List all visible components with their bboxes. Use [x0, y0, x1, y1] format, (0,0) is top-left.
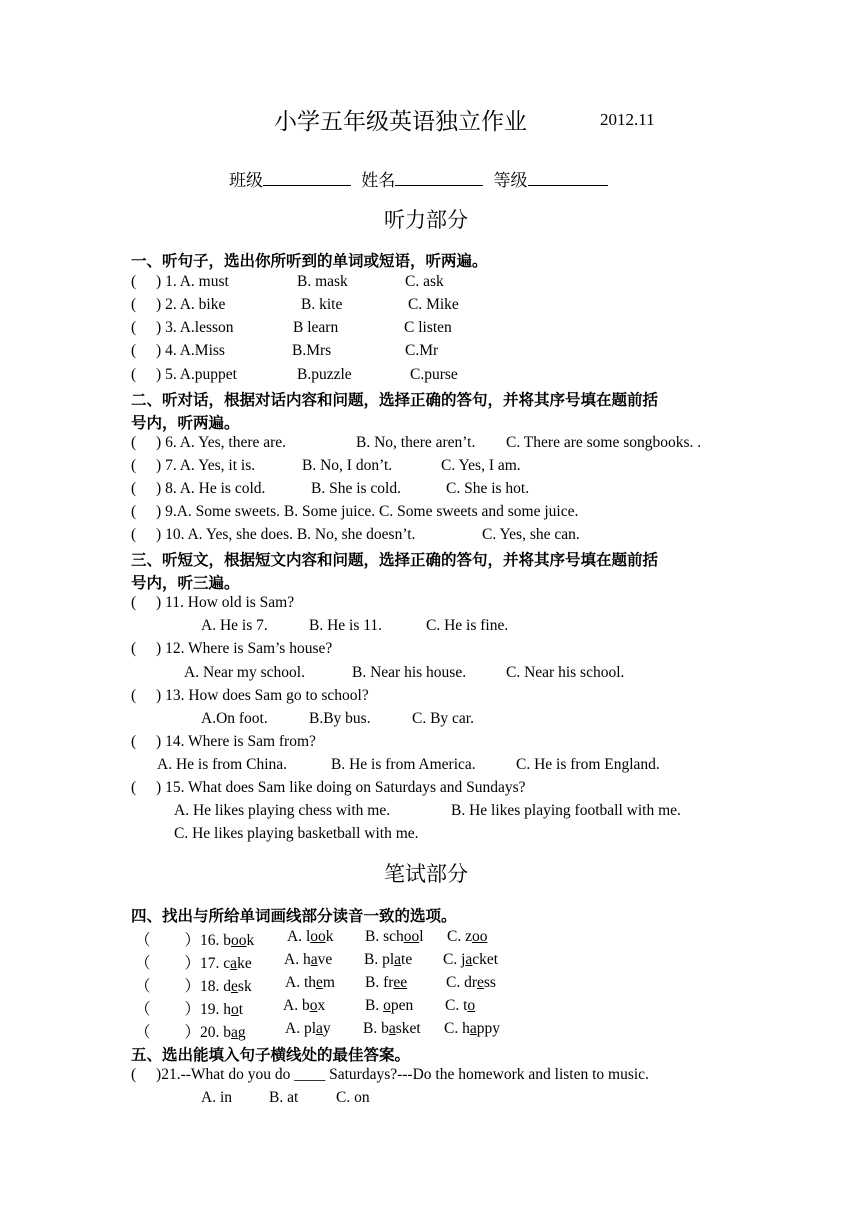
q8-c: C. She is hot.	[446, 480, 530, 497]
q2-a: ) 2. A. bike	[156, 296, 226, 313]
q16-b	[365, 928, 424, 946]
q18-b-pre: B. fr	[365, 974, 394, 991]
q20-c-under: a	[469, 1020, 477, 1037]
q12-text: ) 12. Where is Sam’s house?	[156, 640, 333, 657]
question-13: ( ) 13. How does Sam go to school?	[131, 687, 369, 704]
q11-a: A. He is 7.	[201, 617, 268, 634]
q11-text: ) 11. How old is Sam?	[156, 594, 295, 611]
q18-num: ）18.	[184, 978, 220, 995]
q17-c-under: a	[465, 951, 473, 968]
q16-c	[447, 928, 487, 946]
q20-b-pre: B. b	[363, 1020, 389, 1037]
q11-c: C. He is fine.	[426, 617, 509, 634]
q18-c-under: e	[477, 974, 484, 991]
q20-a-pre: A. pl	[285, 1020, 316, 1037]
q19-b-pre: B.	[365, 997, 384, 1014]
q18-a-post: m	[322, 974, 335, 991]
q20-a	[285, 1020, 331, 1038]
q10-ab: ) 10. A. Yes, she does. B. No, she doesn’t.	[156, 526, 416, 543]
q13-b: B.By bus.	[309, 710, 371, 727]
q18-c	[446, 974, 496, 992]
question-1: ( ) 1. A. must	[131, 273, 229, 290]
q7-a: ) 7. A. Yes, it is.	[156, 457, 256, 474]
q6-a: ) 6. A. Yes, there are.	[156, 434, 287, 451]
q18-c-pre: C. dr	[446, 974, 477, 991]
q12-a: A. Near my school.	[184, 664, 305, 681]
q19-num: ）19.	[184, 1001, 220, 1018]
question-2: ( ) 2. A. bike	[131, 296, 226, 313]
q8-b: B. She is cold.	[311, 480, 401, 497]
q10-c: C. Yes, she can.	[482, 526, 580, 543]
question-7: ( ) 7. A. Yes, it is.	[131, 457, 256, 474]
grade-blank[interactable]	[528, 169, 608, 186]
q13-text: ) 13. How does Sam go to school?	[156, 687, 369, 704]
q16-a-post: k	[325, 928, 334, 945]
student-info	[229, 166, 608, 191]
part4-heading: 四、找出与所给单词画线部分读音一致的选项。	[131, 907, 457, 925]
question-20: （ ）20. bag	[135, 1024, 246, 1041]
q19-b-under: o	[383, 997, 391, 1014]
q21-c: C. on	[336, 1089, 370, 1106]
q17-word-post: ke	[237, 955, 252, 972]
q15-text: ) 15. What does Sam like doing on Saturdays and Sundays?	[156, 779, 526, 796]
name-label: 姓名	[361, 171, 396, 190]
q16-c-under: oo	[471, 928, 488, 945]
q19-a-post: x	[317, 997, 326, 1014]
part1-heading: 一、听句子，选出你所听到的单词或短语，听两遍。	[131, 252, 488, 270]
q20-word-post: g	[237, 1024, 246, 1041]
grade-label: 等级	[493, 171, 528, 190]
question-9: ( ) 9.A. Some sweets. B. Some juice. C. Some sweets and some juice.	[131, 503, 579, 520]
q19-a-under: o	[309, 997, 318, 1014]
question-6: ( ) 6. A. Yes, there are.	[131, 434, 287, 451]
q14-text: ) 14. Where is Sam from?	[156, 733, 316, 750]
q18-c-post: ss	[483, 974, 496, 991]
q18-b	[365, 974, 407, 992]
q18-b-under: ee	[393, 974, 408, 991]
q15-c: C. He likes playing basketball with me.	[174, 825, 419, 842]
q7-c: C. Yes, I am.	[441, 457, 521, 474]
question-21: ( )21.--What do you do ____ Saturdays?---Do the homework and listen to music.	[131, 1066, 649, 1083]
page-title: 小学五年级英语独立作业	[274, 109, 527, 134]
q20-b-under: a	[388, 1020, 396, 1037]
q20-c	[444, 1020, 500, 1038]
q17-a-under: a	[310, 951, 318, 968]
q16-b-under: oo	[403, 928, 420, 945]
q16-b-post: l	[419, 928, 424, 945]
q17-c-pre: C. j	[443, 951, 466, 968]
q18-a-under: e	[316, 974, 323, 991]
q15-a: A. He likes playing chess with me.	[174, 802, 391, 819]
q16-a	[287, 928, 334, 946]
date: 2012.11	[600, 110, 655, 129]
q3-a: ) 3. A.lesson	[156, 319, 234, 336]
q6-b: B. No, there aren’t.	[356, 434, 476, 451]
q16-word-pre: b	[223, 932, 232, 949]
section-written-title: 笔试部分	[384, 862, 468, 886]
q16-word-post: k	[246, 932, 255, 949]
q16-b-pre: B. sch	[365, 928, 404, 945]
q17-c	[443, 951, 498, 969]
q2-b: B. kite	[301, 296, 343, 313]
q1-c: C. ask	[405, 273, 444, 290]
q11-b: B. He is 11.	[309, 617, 383, 634]
question-16: （ ）16. book	[135, 932, 255, 949]
q21-b: B. at	[269, 1089, 299, 1106]
question-10: ( ) 10. A. Yes, she does. B. No, she doesn’t.	[131, 526, 416, 543]
question-18: （ ）18. desk	[135, 978, 252, 995]
q20-b	[363, 1020, 421, 1038]
q19-word-post: t	[238, 1001, 244, 1018]
part2-heading-line1: 二、听对话，根据对话内容和问题，选择正确的答句，并将其序号填在题前括	[131, 391, 659, 409]
q14-a: A. He is from China.	[157, 756, 288, 773]
part3-heading-line1: 三、听短文，根据短文内容和问题，选择正确的答句，并将其序号填在题前括	[131, 551, 659, 569]
q16-a-pre: A. l	[287, 928, 311, 945]
q8-a: ) 8. A. He is cold.	[156, 480, 266, 497]
q19-a-pre: A. b	[283, 997, 310, 1014]
q19-b	[365, 997, 413, 1015]
question-19: （ ）19. hot	[135, 1001, 244, 1018]
q17-num: ）17.	[184, 955, 220, 972]
q18-a	[285, 974, 335, 992]
question-5: ( ) 5. A.puppet	[131, 366, 237, 383]
q19-a	[283, 997, 325, 1015]
q4-a: ) 4. A.Miss	[156, 342, 225, 359]
q5-a: ) 5. A.puppet	[156, 366, 237, 383]
q18-word-post: sk	[237, 978, 252, 995]
q19-c-under: o	[467, 997, 476, 1014]
q12-b: B. Near his house.	[352, 664, 467, 681]
q20-c-pre: C. h	[444, 1020, 470, 1037]
q7-b: B. No, I don’t.	[302, 457, 393, 474]
q1-a: ) 1. A. must	[156, 273, 229, 290]
q20-a-post: y	[322, 1020, 331, 1037]
q17-b-under: a	[394, 951, 402, 968]
q17-a	[284, 951, 332, 969]
q20-a-under: a	[316, 1020, 323, 1037]
q16-a-under: oo	[310, 928, 326, 945]
q13-a: A.On foot.	[201, 710, 268, 727]
q9-text: ) 9.A. Some sweets. B. Some juice. C. Some sweets and some juice.	[156, 503, 579, 520]
question-12: ( ) 12. Where is Sam’s house?	[131, 640, 333, 657]
class-label: 班级	[229, 171, 263, 190]
q16-num: ）16.	[184, 932, 220, 949]
q17-c-post: cket	[472, 951, 499, 968]
question-4: ( ) 4. A.Miss	[131, 342, 225, 359]
q16-c-pre: C. z	[447, 928, 472, 945]
q17-b-pre: B. pl	[364, 951, 395, 968]
question-14: ( ) 14. Where is Sam from?	[131, 733, 316, 750]
question-8: ( ) 8. A. He is cold.	[131, 480, 266, 497]
name-blank[interactable]	[395, 169, 483, 186]
q13-c: C. By car.	[412, 710, 474, 727]
class-blank[interactable]	[263, 169, 351, 186]
question-17: （ ）17. cake	[135, 955, 252, 972]
q5-c: C.purse	[410, 366, 458, 383]
q20-num: ）20.	[184, 1024, 220, 1041]
q14-b: B. He is from America.	[331, 756, 476, 773]
q17-b	[364, 951, 412, 969]
part5-heading: 五、选出能填入句子横线处的最佳答案。	[131, 1046, 411, 1064]
q12-c: C. Near his school.	[506, 664, 625, 681]
q18-word-under: e	[231, 978, 238, 995]
q19-word-pre: h	[223, 1001, 232, 1018]
q4-c: C.Mr	[405, 342, 439, 359]
q20-c-post: ppy	[476, 1020, 500, 1037]
q19-c-pre: C. t	[445, 997, 468, 1014]
q6-c: C. There are some songbooks. .	[506, 434, 702, 451]
q3-c: C listen	[404, 319, 452, 336]
part3-heading-line2: 号内，听三遍。	[131, 574, 240, 592]
q20-b-post: sket	[395, 1020, 421, 1037]
q17-b-post: te	[401, 951, 413, 968]
q17-a-post: ve	[317, 951, 333, 968]
q17-a-pre: A. h	[284, 951, 311, 968]
question-15: ( ) 15. What does Sam like doing on Saturdays and Sundays?	[131, 779, 526, 796]
q5-b: B.puzzle	[297, 366, 352, 383]
q15-b: B. He likes playing football with me.	[451, 802, 681, 819]
q4-b: B.Mrs	[292, 342, 332, 359]
q19-c	[445, 997, 475, 1015]
q17-word-under: a	[230, 955, 238, 972]
question-3: ( ) 3. A.lesson	[131, 319, 234, 336]
q17-word-pre: c	[223, 955, 231, 972]
q18-word-pre: d	[223, 978, 232, 995]
q14-c: C. He is from England.	[516, 756, 660, 773]
q21-a: A. in	[201, 1089, 232, 1106]
q20-word-pre: b	[223, 1024, 232, 1041]
q19-b-post: pen	[390, 997, 414, 1014]
q21-text: )21.--What do you do ____ Saturdays?---Do the homework and listen to music.	[156, 1066, 649, 1083]
section-listening-title: 听力部分	[384, 208, 468, 232]
q16-word-under: oo	[231, 932, 247, 949]
q18-a-pre: A. th	[285, 974, 316, 991]
q1-b: B. mask	[297, 273, 348, 290]
q3-b: B learn	[293, 319, 339, 336]
part2-heading-line2: 号内，听两遍。	[131, 414, 240, 432]
q2-c: C. Mike	[408, 296, 459, 313]
question-11: ( ) 11. How old is Sam?	[131, 594, 295, 611]
q20-word-under: a	[231, 1024, 238, 1041]
q19-word-under: o	[231, 1001, 239, 1018]
